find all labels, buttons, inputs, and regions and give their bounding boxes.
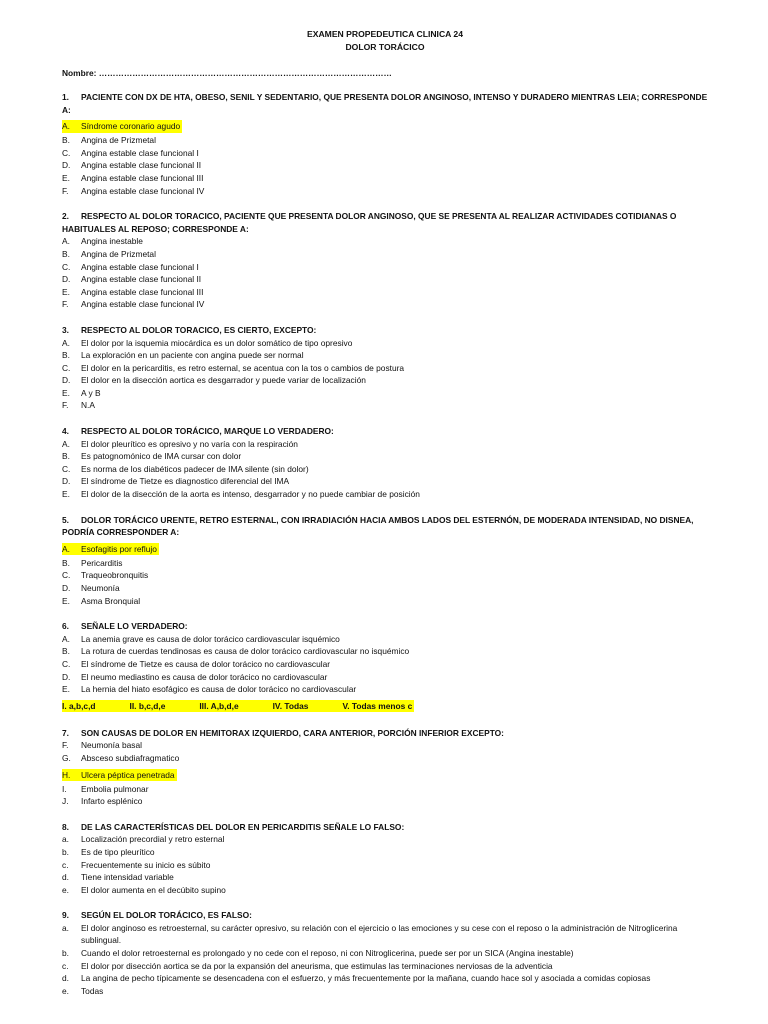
question-text: [62, 210, 708, 235]
answer-option[interactable]: [62, 752, 708, 765]
answer-option[interactable]: [62, 846, 708, 859]
answer-option[interactable]: [62, 683, 708, 696]
option-letter: J.: [62, 796, 69, 807]
question-text: [62, 91, 708, 116]
question-number: 2.: [62, 211, 69, 222]
option-letter: E.: [62, 387, 70, 398]
option-letter: F.: [62, 400, 69, 411]
answer-option[interactable]: [62, 399, 708, 412]
answer-option-row: [62, 595, 708, 608]
option-letter: G.: [62, 752, 71, 763]
answer-option[interactable]: [62, 286, 708, 299]
option-letter: C.: [62, 570, 71, 581]
question-text: [62, 324, 708, 337]
option-text: Absceso subdiafragmatico: [81, 752, 180, 763]
answer-option[interactable]: [62, 557, 708, 570]
answer-option[interactable]: [62, 871, 708, 884]
answer-options: [62, 922, 708, 998]
answer-option[interactable]: [62, 658, 708, 671]
option-letter: C.: [62, 463, 71, 474]
option-text: La angina de pecho típicamente se desencadena con el esfuerzo, y más frecuentemente por la mañana, cuando hace sol y asociada a comidas copiosas: [81, 973, 651, 984]
option-letter: E.: [62, 684, 70, 695]
answer-option-row: [62, 235, 708, 248]
answer-option[interactable]: [62, 374, 708, 387]
answer-options: [62, 739, 708, 807]
question: [62, 909, 708, 997]
option-text: Angina de Prizmetal: [81, 135, 156, 146]
question-statement: DE LAS CARACTERÍSTICAS DEL DOLOR EN PERICARDITIS SEÑALE LO FALSO:: [81, 821, 405, 832]
option-letter: F.: [62, 185, 69, 196]
option-text: Es patognomónico de IMA cursar con dolor: [81, 451, 242, 462]
option-text: Angina estable clase funcional II: [81, 160, 202, 171]
option-letter: C.: [62, 362, 71, 373]
answer-option-row: [62, 337, 708, 350]
option-letter: B.: [62, 135, 70, 146]
answer-option[interactable]: [62, 298, 708, 311]
question-number: 5.: [62, 514, 69, 525]
option-text: Esofagitis por reflujo: [81, 543, 157, 554]
answer-option[interactable]: [62, 235, 708, 248]
answer-option-row: [62, 362, 708, 375]
option-text: El síndrome de Tietze es causa de dolor torácico no cardiovascular: [81, 658, 331, 669]
question: [62, 514, 708, 608]
questions-list: [62, 91, 708, 997]
option-text: N.A: [81, 400, 95, 411]
answer-option[interactable]: [62, 159, 708, 172]
option-letter: D.: [62, 476, 71, 487]
option-text: Angina estable clase funcional I: [81, 147, 199, 158]
option-text: Angina estable clase funcional III: [81, 286, 204, 297]
answer-option-row: [62, 671, 708, 684]
answer-option-row: [62, 387, 708, 400]
answer-option-row: [62, 658, 708, 671]
question-statement: SON CAUSAS DE DOLOR EN HEMITORAX IZQUIERDO, CARA ANTERIOR, PORCIÓN INFERIOR EXCEPTO:: [81, 727, 504, 738]
answer-option-row: [62, 438, 708, 451]
name-field-line: Nombre: ……………………………………………………………………………………………: [62, 68, 392, 78]
option-text: El dolor anginoso es retroesternal, su carácter opresivo, su relación con el ejercicio o las emociones y su cese con el reposo o la administración de Nitroglicerina sublingual.: [81, 922, 678, 946]
option-text: Síndrome coronario agudo: [81, 121, 181, 132]
option-letter: E.: [62, 489, 70, 500]
question: [62, 727, 708, 808]
question-statement: SEGÚN EL DOLOR TORÁCICO, ES FALSO:: [81, 910, 252, 921]
question-number: 7.: [62, 727, 69, 738]
option-text: Cuando el dolor retroesternal es prolongado y no cede con el reposo, ni con Nitroglicerina, puede ser por un SICA (Angina inestable): [81, 948, 574, 959]
answer-option[interactable]: [62, 337, 708, 350]
answer-option-row: [62, 298, 708, 311]
option-letter: c.: [62, 859, 69, 870]
option-letter: A.: [62, 337, 70, 348]
answer-option[interactable]: [62, 349, 708, 362]
answer-option-row: [62, 795, 708, 808]
answer-options: [62, 116, 708, 197]
option-letter: e.: [62, 884, 69, 895]
question-statement: PACIENTE CON DX DE HTA, OBESO, SENIL Y SEDENTARIO, QUE PRESENTA DOLOR ANGINOSO, INTENSO Y DURADERO MIENTRAS LEIA; CORRESPONDE A:: [62, 92, 708, 115]
option-letter: A.: [62, 236, 70, 247]
answer-option-row: [62, 172, 708, 185]
answer-option-row: [62, 922, 708, 947]
option-text: Angina inestable: [81, 236, 143, 247]
answer-option-row: [62, 783, 708, 796]
question-number: 8.: [62, 821, 69, 832]
exam-title-line2: DOLOR TORÁCICO: [345, 42, 425, 52]
option-letter: B.: [62, 557, 70, 568]
answer-option[interactable]: [62, 387, 708, 400]
question-text: [62, 514, 708, 539]
answer-option-row: [62, 739, 708, 752]
option-text: La anemia grave es causa de dolor torácico cardiovascular isquémico: [81, 633, 340, 644]
option-letter: b.: [62, 948, 69, 959]
answer-option[interactable]: [62, 488, 708, 501]
option-letter: B.: [62, 248, 70, 259]
question-statement: RESPECTO AL DOLOR TORÁCICO, MARQUE LO VERDADERO:: [81, 426, 334, 437]
answer-option-highlighted[interactable]: [62, 120, 182, 133]
answer-option[interactable]: [62, 833, 708, 846]
answer-option[interactable]: [62, 739, 708, 752]
answer-options: [62, 235, 708, 311]
option-letter: E.: [62, 595, 70, 606]
option-text: Neumonía basal: [81, 740, 142, 751]
exam-title: [62, 28, 708, 54]
option-letter: d.: [62, 872, 69, 883]
question: [62, 620, 708, 714]
answer-option-row: [62, 539, 708, 557]
answer-option[interactable]: [62, 633, 708, 646]
option-text: Angina estable clase funcional I: [81, 261, 199, 272]
option-text: Ulcera péptica penetrada: [81, 769, 175, 780]
option-letter: F.: [62, 740, 69, 751]
answer-option[interactable]: [62, 645, 708, 658]
answer-option-row: [62, 645, 708, 658]
option-letter: B.: [62, 646, 70, 657]
option-letter: e.: [62, 985, 69, 996]
question: [62, 210, 708, 311]
option-letter: a.: [62, 922, 69, 933]
option-text: Neumonía: [81, 583, 120, 593]
option-text: Infarto esplénico: [81, 796, 143, 807]
option-letter: D.: [62, 375, 71, 386]
option-text: El síndrome de Tietze es diagnostico diferencial del IMA: [81, 476, 290, 487]
option-letter: D.: [62, 583, 71, 593]
answer-options: [62, 833, 708, 896]
option-text: El dolor aumenta en el decúbito supino: [81, 884, 226, 895]
question: [62, 324, 708, 412]
answer-option-row: [62, 846, 708, 859]
question-number: 3.: [62, 324, 69, 335]
answer-option-highlighted[interactable]: [62, 543, 159, 556]
question-statement: SEÑALE LO VERDADERO:: [81, 621, 188, 632]
option-letter: c.: [62, 960, 69, 971]
answer-option[interactable]: [62, 248, 708, 261]
option-text: Tiene intensidad variable: [81, 872, 174, 883]
option-letter: A.: [62, 543, 70, 554]
question-statement: DOLOR TORÁCICO URENTE, RETRO ESTERNAL, CON IRRADIACIÓN HACIA AMBOS LADOS DEL ESTERNÓN, DE MODERADA INTENSIDAD, NO DISNEA, PODRÍA CORRESPONDER A:: [62, 514, 694, 538]
answer-option[interactable]: [62, 922, 708, 947]
option-text: Frecuentemente su inicio es súbito: [81, 859, 211, 870]
answer-option-row: [62, 884, 708, 897]
answer-option-row: [62, 871, 708, 884]
answer-option-row: [62, 752, 708, 765]
option-text: La exploración en un paciente con angina puede ser normal: [81, 350, 304, 361]
question-statement: RESPECTO AL DOLOR TORACICO, ES CIERTO, EXCEPTO:: [81, 324, 317, 335]
combo-answer[interactable]: IV. Todas: [272, 700, 309, 711]
answer-option-row: [62, 859, 708, 872]
option-letter: E.: [62, 286, 70, 297]
answer-option-row: [62, 683, 708, 696]
answer-option[interactable]: [62, 595, 708, 608]
option-letter: B.: [62, 350, 70, 361]
answer-option-row: [62, 833, 708, 846]
answer-option-row: [62, 488, 708, 501]
answer-option[interactable]: [62, 569, 708, 582]
option-text: Asma Bronquial: [81, 595, 141, 606]
option-text: Pericarditis: [81, 557, 123, 568]
answer-option[interactable]: [62, 463, 708, 476]
answer-option[interactable]: [62, 972, 708, 985]
question: [62, 425, 708, 501]
option-letter: D.: [62, 274, 71, 285]
answer-option[interactable]: [62, 783, 708, 796]
question-statement: RESPECTO AL DOLOR TORACICO, PACIENTE QUE PRESENTA DOLOR ANGINOSO, QUE SE PRESENTA AL REALIZAR ACTIVIDADES COTIDIANAS O HABITUALES AL REPOSO; CORRESPONDE A:: [62, 211, 677, 234]
combo-answer[interactable]: II. b,c,d,e: [129, 700, 166, 711]
question-number: 1.: [62, 92, 69, 102]
exam-title-line1: EXAMEN PROPEDEUTICA CLINICA 24: [307, 29, 463, 39]
answer-option[interactable]: [62, 985, 708, 998]
option-text: Es de tipo pleurítico: [81, 846, 155, 857]
option-letter: b.: [62, 846, 69, 857]
answer-option-row: [62, 185, 708, 198]
option-letter: A.: [62, 121, 70, 132]
question-text: [62, 727, 708, 740]
option-letter: A.: [62, 438, 70, 449]
answer-option-row: [62, 147, 708, 160]
answer-option-row: [62, 960, 708, 973]
answer-option-row: [62, 116, 708, 134]
answer-option[interactable]: [62, 450, 708, 463]
combo-answers-highlighted[interactable]: [62, 700, 414, 713]
answer-option[interactable]: [62, 582, 708, 595]
answer-option-row: [62, 450, 708, 463]
answer-option-row: [62, 985, 708, 998]
question-text: [62, 620, 708, 633]
question: [62, 821, 708, 897]
option-text: Localización precordial y retro esternal: [81, 834, 225, 845]
question-text: [62, 821, 708, 834]
option-text: Es norma de los diabéticos padecer de IMA silente (sin dolor): [81, 463, 309, 474]
answer-option-row: [62, 399, 708, 412]
option-text: El dolor pleurítico es opresivo y no varía con la respiración: [81, 438, 298, 449]
option-text: El dolor de la disección de la aorta es intenso, desgarrador y no puede cambiar de posición: [81, 489, 420, 500]
option-text: La hernia del hiato esofágico es causa de dolor torácico no cardiovascular: [81, 684, 357, 695]
answer-options: [62, 337, 708, 413]
question-text: [62, 425, 708, 438]
answer-option[interactable]: [62, 947, 708, 960]
option-text: Angina estable clase funcional IV: [81, 185, 205, 196]
answer-option[interactable]: [62, 261, 708, 274]
option-letter: I.: [62, 783, 67, 794]
option-letter: B.: [62, 451, 70, 462]
option-letter: D.: [62, 671, 71, 682]
answer-option-row: [62, 569, 708, 582]
combo-answer[interactable]: I. a,b,c,d: [62, 700, 96, 711]
answer-option-row: [62, 374, 708, 387]
option-text: A y B: [81, 387, 101, 398]
question-number: 4.: [62, 426, 69, 437]
answer-option-row: [62, 261, 708, 274]
answer-option[interactable]: [62, 172, 708, 185]
answer-option-row: [62, 633, 708, 646]
answer-option-row: [62, 475, 708, 488]
option-text: El neumo mediastino es causa de dolor torácico no cardiovascular: [81, 671, 328, 682]
option-letter: a.: [62, 834, 69, 845]
option-letter: C.: [62, 261, 71, 272]
option-letter: d.: [62, 973, 69, 984]
answer-option-row: [62, 159, 708, 172]
answer-options: [62, 539, 708, 607]
option-letter: A.: [62, 633, 70, 644]
combo-answers-row: [62, 696, 708, 714]
combo-answer[interactable]: III. A,b,d,e: [199, 700, 239, 711]
option-letter: C.: [62, 658, 71, 669]
answer-option-row: [62, 349, 708, 362]
option-text: La rotura de cuerdas tendinosas es causa de dolor torácico cardiovascular no isquémico: [81, 646, 410, 657]
option-text: Embolia pulmonar: [81, 783, 149, 794]
option-text: El dolor por disección aortica se da por la expansión del aneurisma, que estimulas las terminaciones nerviosas de la adventicia: [81, 960, 553, 971]
answer-option[interactable]: [62, 438, 708, 451]
question-number: 6.: [62, 621, 69, 632]
answer-option-row: [62, 972, 708, 985]
answer-option[interactable]: [62, 859, 708, 872]
question-number: 9.: [62, 910, 69, 921]
answer-option-row: [62, 765, 708, 783]
option-text: El dolor por la isquemia miocárdica es un dolor somático de tipo opresivo: [81, 337, 353, 348]
option-text: Angina de Prizmetal: [81, 248, 156, 259]
option-text: Angina estable clase funcional III: [81, 172, 204, 183]
option-letter: H.: [62, 769, 71, 780]
answer-option[interactable]: [62, 362, 708, 375]
answer-option-row: [62, 947, 708, 960]
answer-option-row: [62, 286, 708, 299]
answer-option[interactable]: [62, 185, 708, 198]
question: [62, 91, 708, 197]
answer-options: [62, 438, 708, 501]
question-text: [62, 909, 708, 922]
answer-option[interactable]: [62, 147, 708, 160]
combo-answer[interactable]: V. Todas menos c: [342, 700, 413, 711]
answer-option[interactable]: [62, 475, 708, 488]
option-text: Traqueobronquitis: [81, 570, 149, 581]
option-letter: D.: [62, 160, 71, 171]
answer-option[interactable]: [62, 671, 708, 684]
answer-option[interactable]: [62, 795, 708, 808]
option-text: El dolor en la disección aortica es desgarrador y puede variar de localización: [81, 375, 366, 386]
answer-option-row: [62, 273, 708, 286]
option-text: El dolor en la pericarditis, es retro esternal, se acentua con la tos o cambios de postura: [81, 362, 405, 373]
option-letter: F.: [62, 299, 69, 310]
answer-option[interactable]: [62, 884, 708, 897]
option-letter: C.: [62, 147, 71, 158]
option-text: Angina estable clase funcional IV: [81, 299, 205, 310]
answer-option-row: [62, 134, 708, 147]
answer-options: [62, 633, 708, 696]
answer-option-row: [62, 248, 708, 261]
answer-option-row: [62, 582, 708, 595]
answer-option[interactable]: [62, 273, 708, 286]
answer-option-row: [62, 463, 708, 476]
option-letter: E.: [62, 172, 70, 183]
answer-option-row: [62, 557, 708, 570]
option-text: Todas: [81, 985, 104, 996]
answer-option[interactable]: [62, 960, 708, 973]
answer-option[interactable]: [62, 134, 708, 147]
answer-option-highlighted[interactable]: [62, 769, 177, 782]
option-text: Angina estable clase funcional II: [81, 274, 202, 285]
